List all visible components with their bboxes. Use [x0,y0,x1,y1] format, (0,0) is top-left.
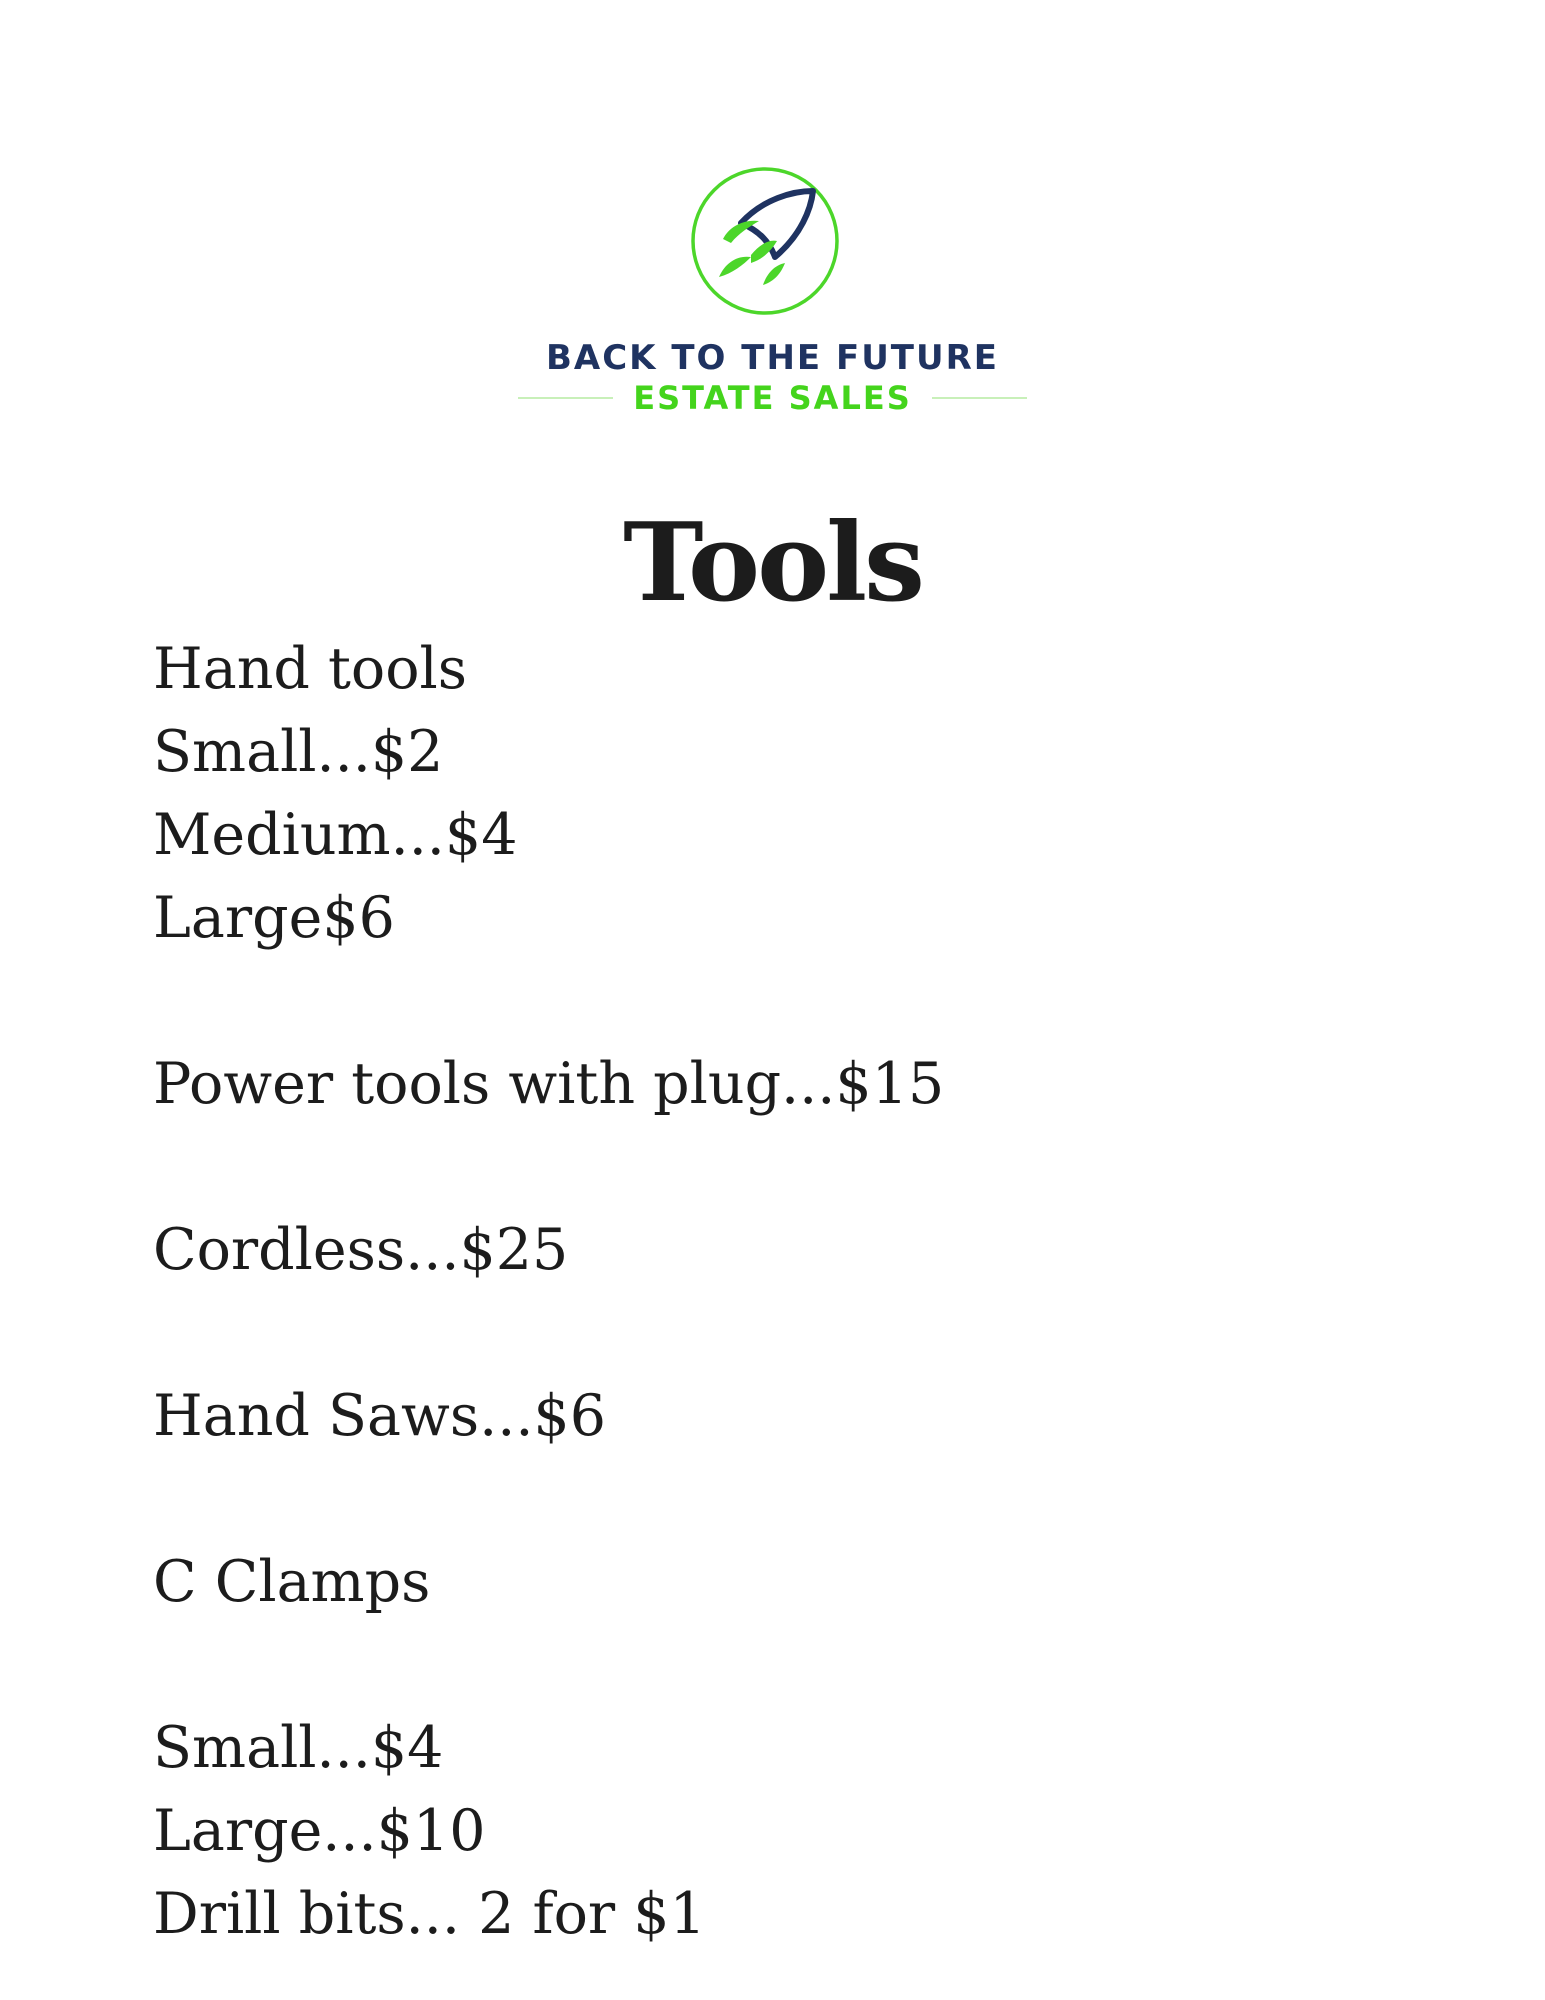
list-item: Power tools with plug...$15 [153,1051,945,1117]
list-item: C Clamps [153,1549,431,1615]
logo-tagline: ESTATE SALES [633,379,912,417]
logo-tagline-row [0,378,1545,418]
logo [0,160,1545,420]
page-title: Tools [623,500,922,626]
logo-rule-right [932,397,1027,399]
spacer [153,1458,1453,1541]
list-item: Cordless...$25 [153,1217,569,1283]
list-item: Large...$10 [153,1798,486,1864]
list-item: Hand Saws...$6 [153,1383,606,1449]
spacer [153,1292,1453,1375]
rocket-icon [689,165,841,317]
spacer [153,960,1453,1043]
price-list [153,628,1453,1956]
logo-company-name: BACK TO THE FUTURE [545,338,1000,378]
logo-rule-left [518,397,613,399]
spacer [153,1126,1453,1209]
list-item: Large$6 [153,885,395,951]
spacer [153,1624,1453,1707]
list-item: Small...$4 [153,1715,444,1781]
list-item: Medium...$4 [153,802,518,868]
list-item: Hand tools [153,636,468,702]
list-item: Small...$2 [153,719,444,785]
list-item: Drill bits... 2 for $1 [153,1881,706,1947]
